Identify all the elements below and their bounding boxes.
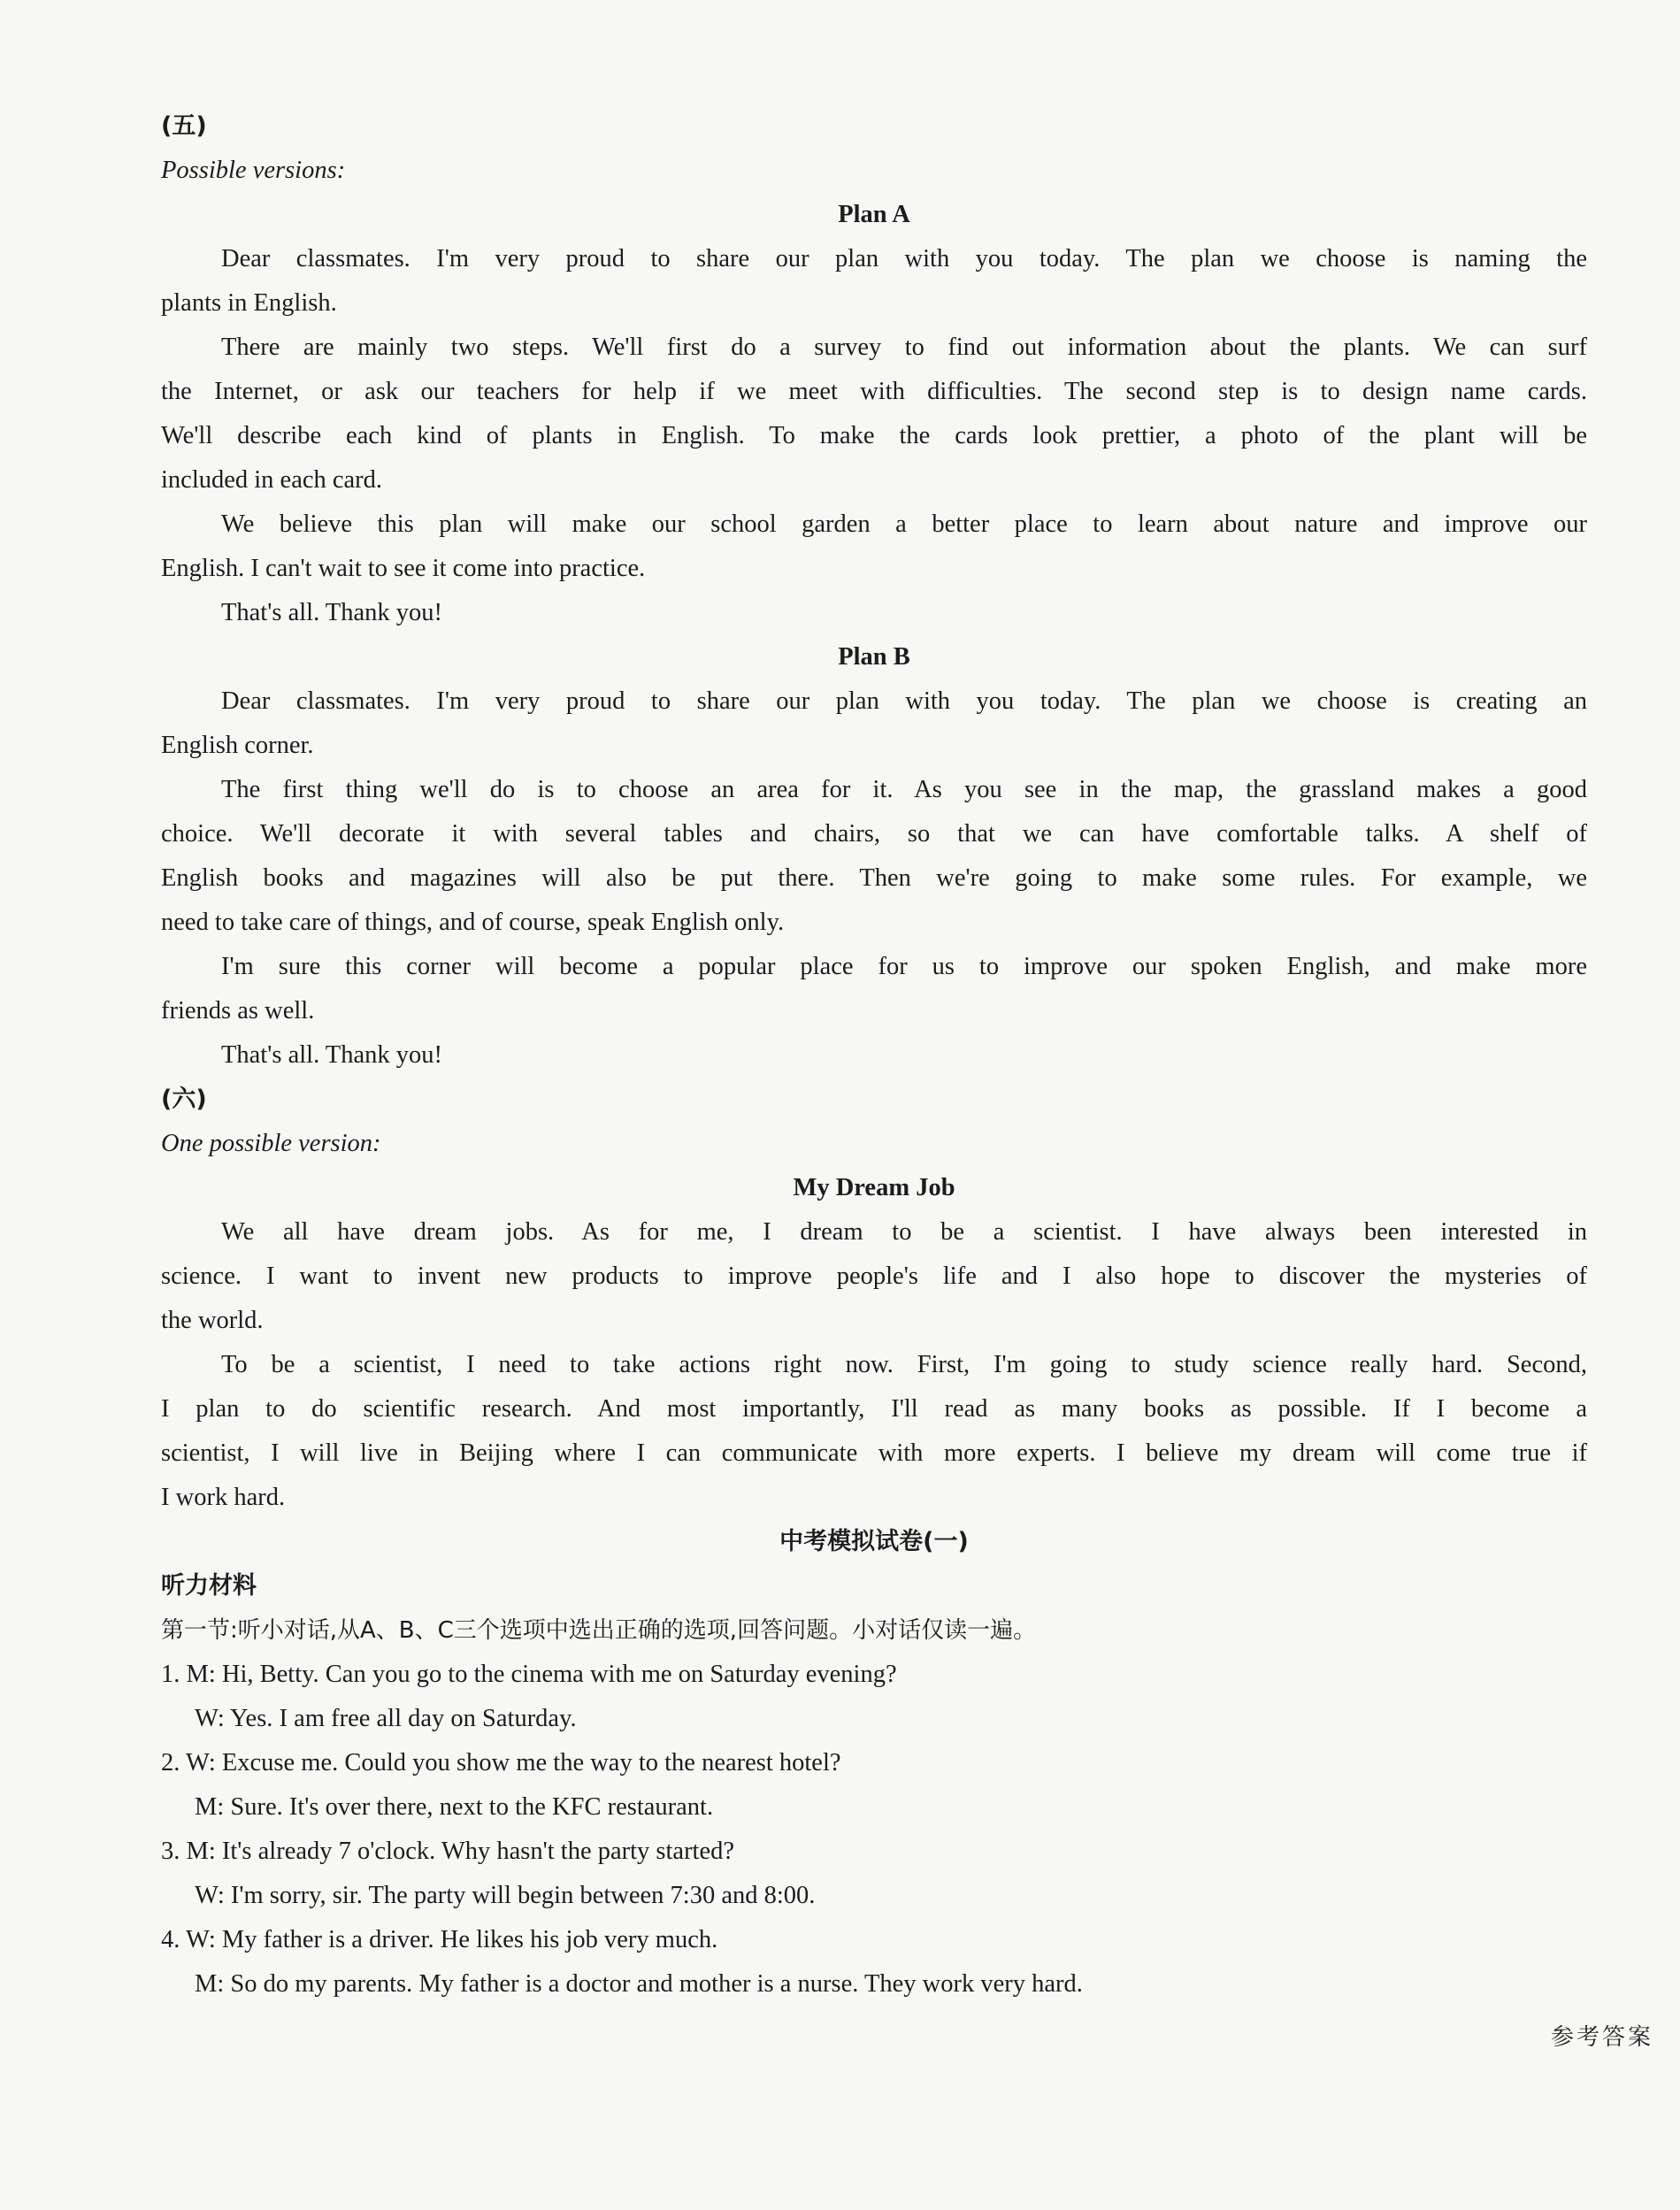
plan-a-line: We'll describe each kind of plants in English. To make the cards look prettier, a photo of the plant will be xyxy=(161,422,1587,449)
plan-b-line: That's all. Thank you! xyxy=(221,1041,442,1069)
plan-a-line: plants in English. xyxy=(161,289,337,317)
essay-line: the world. xyxy=(161,1307,264,1334)
footer-label: 参考答案 xyxy=(1550,2024,1653,2051)
dialogue-line: W: I'm sorry, sir. The party will begin between 7:30 and 8:00. xyxy=(195,1882,816,1909)
section-heading-5: (五) xyxy=(161,112,207,140)
dialogue-line: 4. W: My father is a driver. He likes his job very much. xyxy=(161,1926,718,1953)
plan-a-line: included in each card. xyxy=(161,466,383,494)
essay-title: My Dream Job xyxy=(793,1174,955,1201)
dialogue-line: 1. M: Hi, Betty. Can you go to the cinema with me on Saturday evening? xyxy=(161,1661,897,1688)
plan-b-line: choice. We'll decorate it with several tables and chairs, so that we can have comfortable talks. A shelf of xyxy=(161,820,1587,848)
plan-a-line: English. I can't wait to see it come into practice. xyxy=(161,555,646,582)
dialogue-line: 2. W: Excuse me. Could you show me the way to the nearest hotel? xyxy=(161,1749,841,1776)
essay-line: science. I want to invent new products to improve people's life and I also hope to discover the mysteries of xyxy=(161,1262,1587,1290)
exam-title: 中考模拟试卷(一) xyxy=(779,1528,969,1555)
plan-b-title: Plan B xyxy=(838,643,910,671)
plan-b-line: friends as well. xyxy=(161,997,315,1024)
essay-line: scientist, I will live in Beijing where I can communicate with more experts. I believe my dream will come true if xyxy=(161,1439,1587,1467)
essay-line: I plan to do scientific research. And most importantly, I'll read as many books as possible. If I become a xyxy=(161,1395,1587,1423)
dialogue-line: M: So do my parents. My father is a doctor and mother is a nurse. They work very hard. xyxy=(195,1970,1083,1998)
dialogue-line: M: Sure. It's over there, next to the KFC restaurant. xyxy=(195,1793,714,1821)
plan-a-line: the Internet, or ask our teachers for help if we meet with difficulties. The second step is to design name cards. xyxy=(161,378,1587,405)
section-intro-6: One possible version: xyxy=(161,1130,381,1157)
essay-line: To be a scientist, I need to take actions right now. First, I'm going to study science really hard. Second, xyxy=(221,1351,1587,1378)
dialogue-line: W: Yes. I am free all day on Saturday. xyxy=(195,1705,577,1732)
section-intro-5: Possible versions: xyxy=(161,157,346,184)
listening-heading: 听力材料 xyxy=(161,1572,257,1600)
dialogue-line: 3. M: It's already 7 o'clock. Why hasn't the party started? xyxy=(161,1838,735,1865)
plan-b-line: English books and magazines will also be put there. Then we're going to make some rules. For example, we xyxy=(161,864,1587,892)
part1-instruction: 第一节:听小对话,从A、B、C三个选项中选出正确的选项,回答问题。小对话仅读一遍。 xyxy=(161,1617,1037,1644)
answer-page xyxy=(161,104,1587,2007)
plan-b-line: Dear classmates. I'm very proud to share our plan with you today. The plan we choose is creating an xyxy=(221,687,1587,715)
plan-a-line: That's all. Thank you! xyxy=(221,599,442,626)
plan-a-title: Plan A xyxy=(838,201,910,228)
section-heading-6: (六) xyxy=(161,1086,207,1113)
plan-a-line: There are mainly two steps. We'll first do a survey to find out information about the plants. We can surf xyxy=(221,334,1587,361)
plan-b-line: The first thing we'll do is to choose an area for it. As you see in the map, the grassland makes a good xyxy=(221,776,1587,803)
essay-line: We all have dream jobs. As for me, I dream to be a scientist. I have always been interested in xyxy=(221,1218,1587,1246)
plan-a-line: Dear classmates. I'm very proud to share our plan with you today. The plan we choose is naming the xyxy=(221,245,1587,272)
plan-b-line: English corner. xyxy=(161,732,314,759)
plan-b-line: need to take care of things, and of course, speak English only. xyxy=(161,909,785,936)
plan-a-line: We believe this plan will make our school garden a better place to learn about nature and improve our xyxy=(221,510,1587,538)
plan-b-line: I'm sure this corner will become a popular place for us to improve our spoken English, and make more xyxy=(221,953,1587,980)
essay-line: I work hard. xyxy=(161,1484,286,1511)
